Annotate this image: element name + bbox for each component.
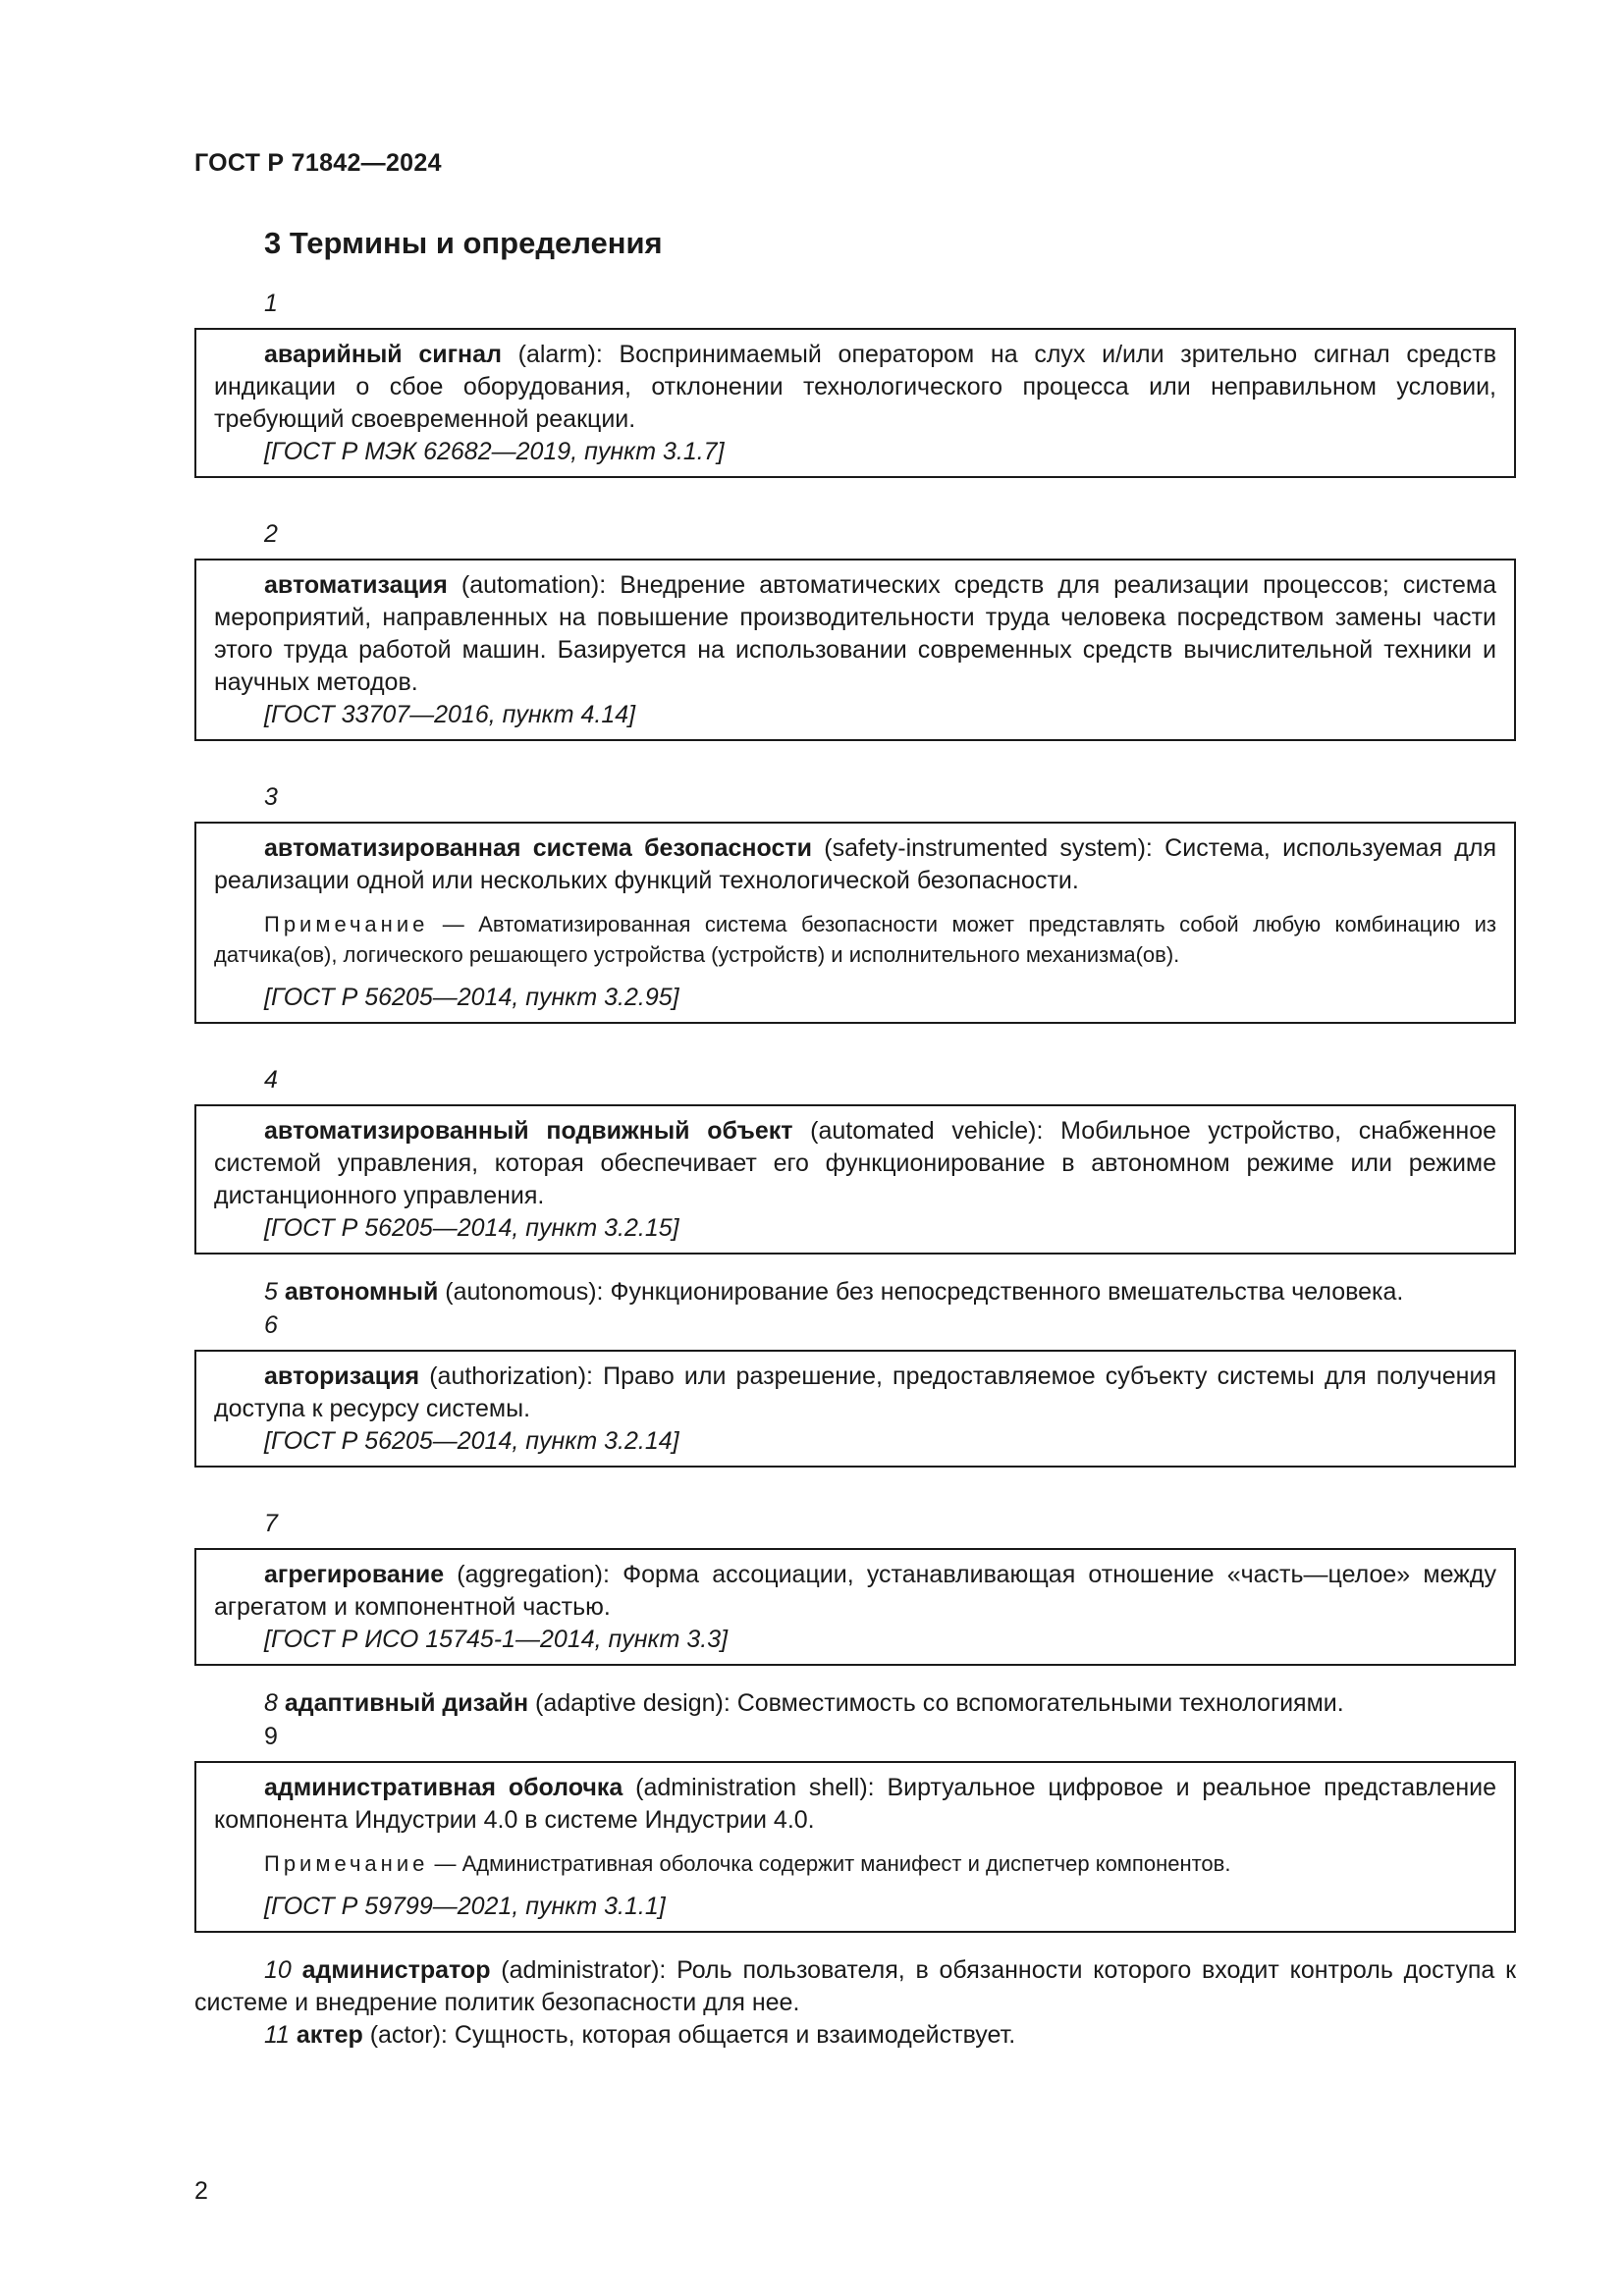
- term-english: (autonomous):: [438, 1278, 611, 1306]
- term-entry-automation: [194, 559, 1516, 741]
- term-text: Совместимость со вспомогательными технологиями.: [736, 1689, 1344, 1717]
- term-name: администратор: [301, 1956, 491, 1984]
- term-source: [ГОСТ Р ИСО 15745-1—2014, пункт 3.3]: [264, 1626, 729, 1653]
- term-name: авторизация: [264, 1362, 420, 1390]
- term-note: [214, 909, 1496, 970]
- section-title: 3 Термины и определения: [264, 226, 663, 260]
- term-english: (administrator):: [490, 1956, 677, 1984]
- term-text: Внедрение автоматических средств для реализации процессов; система мероприятий, направленных на повышение производительности труда человека посредством замены части этого труда работой машин. Базируется на использовании современных средств вычислительной техники и научных методов.: [214, 571, 1496, 696]
- term-number: 9: [264, 1723, 278, 1750]
- term-number: 1: [264, 290, 278, 317]
- term-name: административная оболочка: [264, 1774, 623, 1801]
- note-label: Примечание: [264, 1851, 429, 1876]
- term-text: Функционирование без непосредственного вмешательства человека.: [610, 1278, 1404, 1306]
- term-source: [ГОСТ Р 56205—2014, пункт 3.2.15]: [264, 1214, 679, 1242]
- term-definition: [214, 1115, 1496, 1212]
- term-entry-safety-instrumented-system: [194, 822, 1516, 1024]
- term-english: (authorization):: [419, 1362, 604, 1390]
- term-number: 2: [264, 520, 278, 548]
- term-english: (safety-instrumented system):: [811, 834, 1165, 862]
- term-definition: [214, 1559, 1496, 1624]
- term-name: автоматизированная система безопасности: [264, 834, 812, 862]
- note-text: — Автоматизированная система безопасности может представлять собой любую комбинацию из датчика(ов), логического решающего устройства (устройств) и исполнительного механизма(ов).: [214, 912, 1496, 967]
- term-definition: [214, 339, 1496, 436]
- term-text: Сущность, которая общается и взаимодействует.: [454, 2021, 1016, 2049]
- term-number: 11: [264, 2021, 290, 2049]
- term-entry-alarm: [194, 328, 1516, 478]
- term-source: [ГОСТ Р МЭК 62682—2019, пункт 3.1.7]: [264, 438, 725, 465]
- term-english: (automated vehicle):: [792, 1117, 1061, 1145]
- note-label: Примечание: [264, 912, 429, 936]
- term-text: Виртуальное цифровое и реальное представление компонента Индустрии 4.0 в системе Индустрии 4.0.: [214, 1774, 1497, 1834]
- term-number: 10: [264, 1956, 292, 1984]
- note-text: — Административная оболочка содержит манифест и диспетчер компонентов.: [428, 1851, 1231, 1876]
- term-text: Роль пользователя, в обязанности которого входит контроль доступа к системе и внедрение политик безопасности для нее.: [194, 1956, 1517, 2016]
- term-entry-administrator: [194, 1954, 1516, 2019]
- term-number: 5: [264, 1278, 278, 1306]
- terms-list: [194, 287, 1516, 2052]
- term-entry-aggregation: [194, 1548, 1516, 1666]
- term-english: (automation):: [447, 571, 621, 599]
- term-english: (actor):: [362, 2021, 455, 2049]
- term-entry-automated-vehicle: [194, 1104, 1516, 1255]
- term-name: автономный: [284, 1278, 439, 1306]
- term-definition: [214, 569, 1496, 699]
- term-name: адаптивный дизайн: [284, 1689, 529, 1717]
- term-note: [214, 1848, 1496, 1879]
- term-entry-adaptive-design: [194, 1687, 1516, 1720]
- term-definition: [214, 1361, 1496, 1425]
- term-name: агрегирование: [264, 1561, 445, 1588]
- term-text: Форма ассоциации, устанавливающая отношение «часть—целое» между агрегатом и компонентной частью.: [214, 1561, 1496, 1621]
- term-text: Право или разрешение, предоставляемое субъекту системы для получения доступа к ресурсу системы.: [214, 1362, 1496, 1422]
- term-english: (aggregation):: [444, 1561, 623, 1588]
- term-number: 8: [264, 1689, 278, 1717]
- term-number: 4: [264, 1066, 278, 1094]
- term-source: [ГОСТ Р 56205—2014, пункт 3.2.95]: [264, 984, 679, 1011]
- term-english: (alarm):: [501, 341, 620, 368]
- term-name: автоматизированный подвижный объект: [264, 1117, 793, 1145]
- term-name: автоматизация: [264, 571, 448, 599]
- term-english: (administration shell):: [623, 1774, 888, 1801]
- term-name: актер: [296, 2021, 363, 2049]
- term-source: [ГОСТ Р 56205—2014, пункт 3.2.14]: [264, 1427, 679, 1455]
- term-entry-authorization: [194, 1350, 1516, 1468]
- term-number: 6: [264, 1311, 278, 1339]
- document-code: ГОСТ Р 71842—2024: [194, 149, 442, 177]
- term-definition: [214, 832, 1496, 897]
- term-entry-administration-shell: [194, 1761, 1516, 1933]
- term-definition: [214, 1772, 1496, 1837]
- term-text: Воспринимаемый оператором на слух и/или зрительно сигнал средств индикации о сбое оборудования, отклонении технологического процесса или неправильном условии, требующий своевременной реакции.: [214, 341, 1496, 433]
- term-text: Система, используемая для реализации одной или нескольких функций технологической безопасности.: [214, 834, 1496, 894]
- term-text: Мобильное устройство, снабженное системой управления, которая обеспечивает его функционирование в автономном режиме или режиме дистанционного управления.: [214, 1117, 1497, 1209]
- term-source: [ГОСТ 33707—2016, пункт 4.14]: [264, 701, 636, 728]
- page-number: 2: [194, 2177, 208, 2205]
- term-name: аварийный сигнал: [264, 341, 502, 368]
- term-entry-autonomous: [194, 1276, 1516, 1308]
- term-english: (adaptive design):: [528, 1689, 737, 1717]
- term-entry-actor: [194, 2019, 1516, 2052]
- term-source: [ГОСТ Р 59799—2021, пункт 3.1.1]: [264, 1893, 666, 1920]
- term-number: 7: [264, 1510, 278, 1537]
- term-number: 3: [264, 783, 278, 811]
